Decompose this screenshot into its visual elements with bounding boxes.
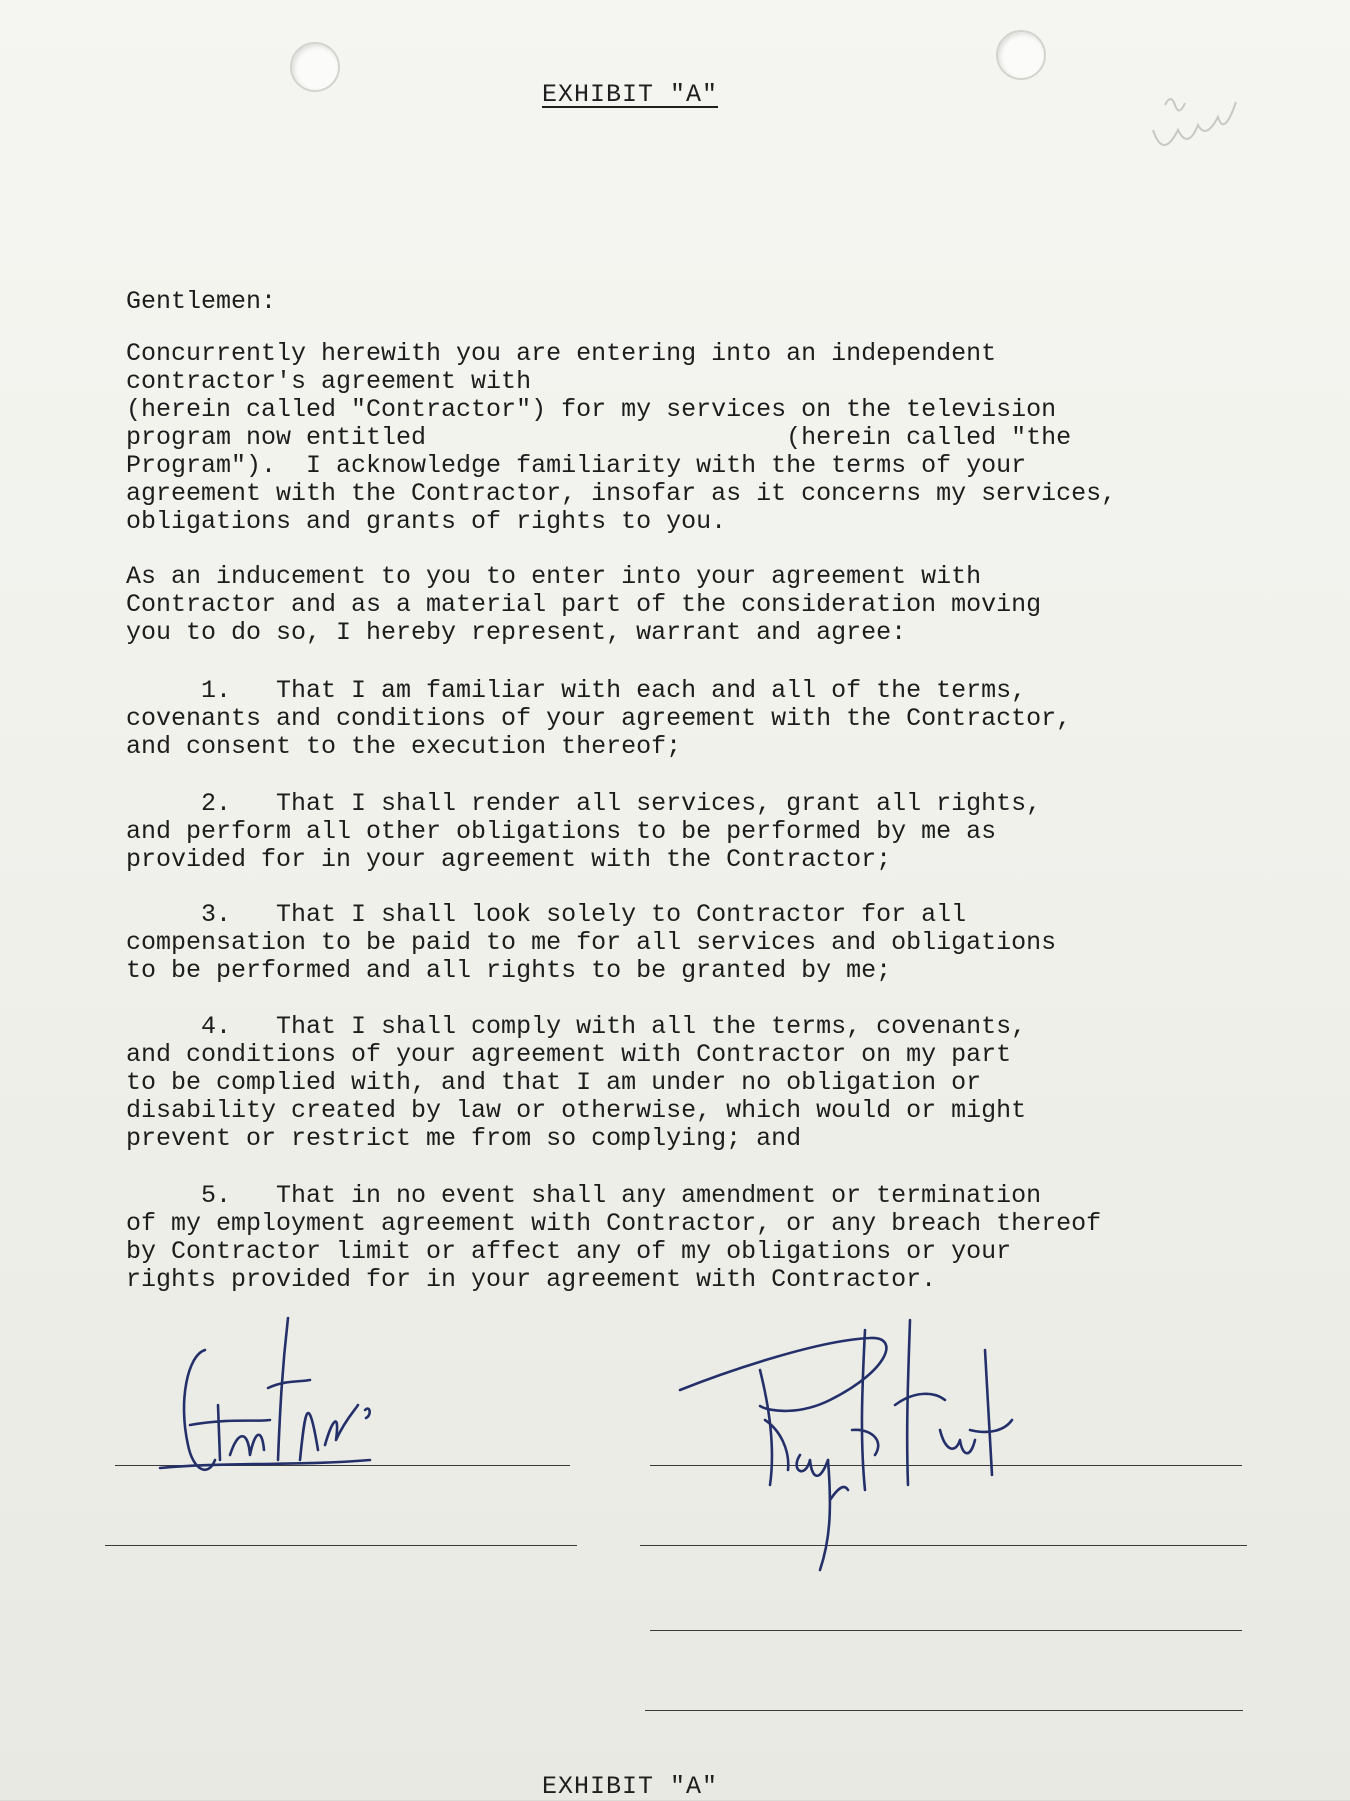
clause-1: 1. That I am familiar with each and all of the terms, covenants and conditions of your agreement with the Contractor, and consent to the execution thereof; — [126, 676, 1072, 761]
inducement-paragraph: As an inducement to you to enter into your agreement with Contractor and as a material part of the consideration moving you to do so, I hereby represent, warrant and agree: — [126, 562, 1042, 647]
signature-line-right-4 — [645, 1710, 1243, 1711]
intro-paragraph: Concurrently herewith you are entering into an independent contractor's agreement with (herein called "Contractor") for my services on the television program now entitled (herein called "the Program"). I acknowledge familiarity with the terms of your agreement with the Contractor, insofar as it concerns my services, obligations and grants of rights to you. — [126, 339, 1117, 536]
exhibit-title: EXHIBIT "A" — [541, 80, 719, 109]
clause-2: 2. That I shall render all services, grant all rights, and perform all other obligations to be performed by me as provided for in your agreement with the Contractor; — [126, 789, 1042, 874]
clause-3: 3. That I shall look solely to Contractor for all compensation to be paid to me for all services and obligations to be performed and all rights to be granted by me; — [126, 900, 1057, 985]
salutation: Gentlemen: — [126, 287, 277, 316]
clause-5: 5. That in no event shall any amendment or termination of my employment agreement with Contractor, or any breach thereof by Contractor limit or affect any of my obligations or your rights provided for in your agreement with Contractor. — [126, 1181, 1102, 1294]
signature-line-right-3 — [650, 1630, 1242, 1631]
exhibit-footer-title: EXHIBIT "A" — [541, 1772, 719, 1801]
signature-right — [670, 1310, 1130, 1590]
signature-line-left-2 — [105, 1545, 577, 1546]
punch-hole-right — [996, 30, 1046, 80]
signature-left — [160, 1310, 460, 1510]
clause-4: 4. That I shall comply with all the terms, covenants, and conditions of your agreement with Contractor on my part to be complied with, and that I am under no obligation or disability created by law or otherwise, which would or might prevent or restrict me from so complying; and — [126, 1012, 1027, 1153]
